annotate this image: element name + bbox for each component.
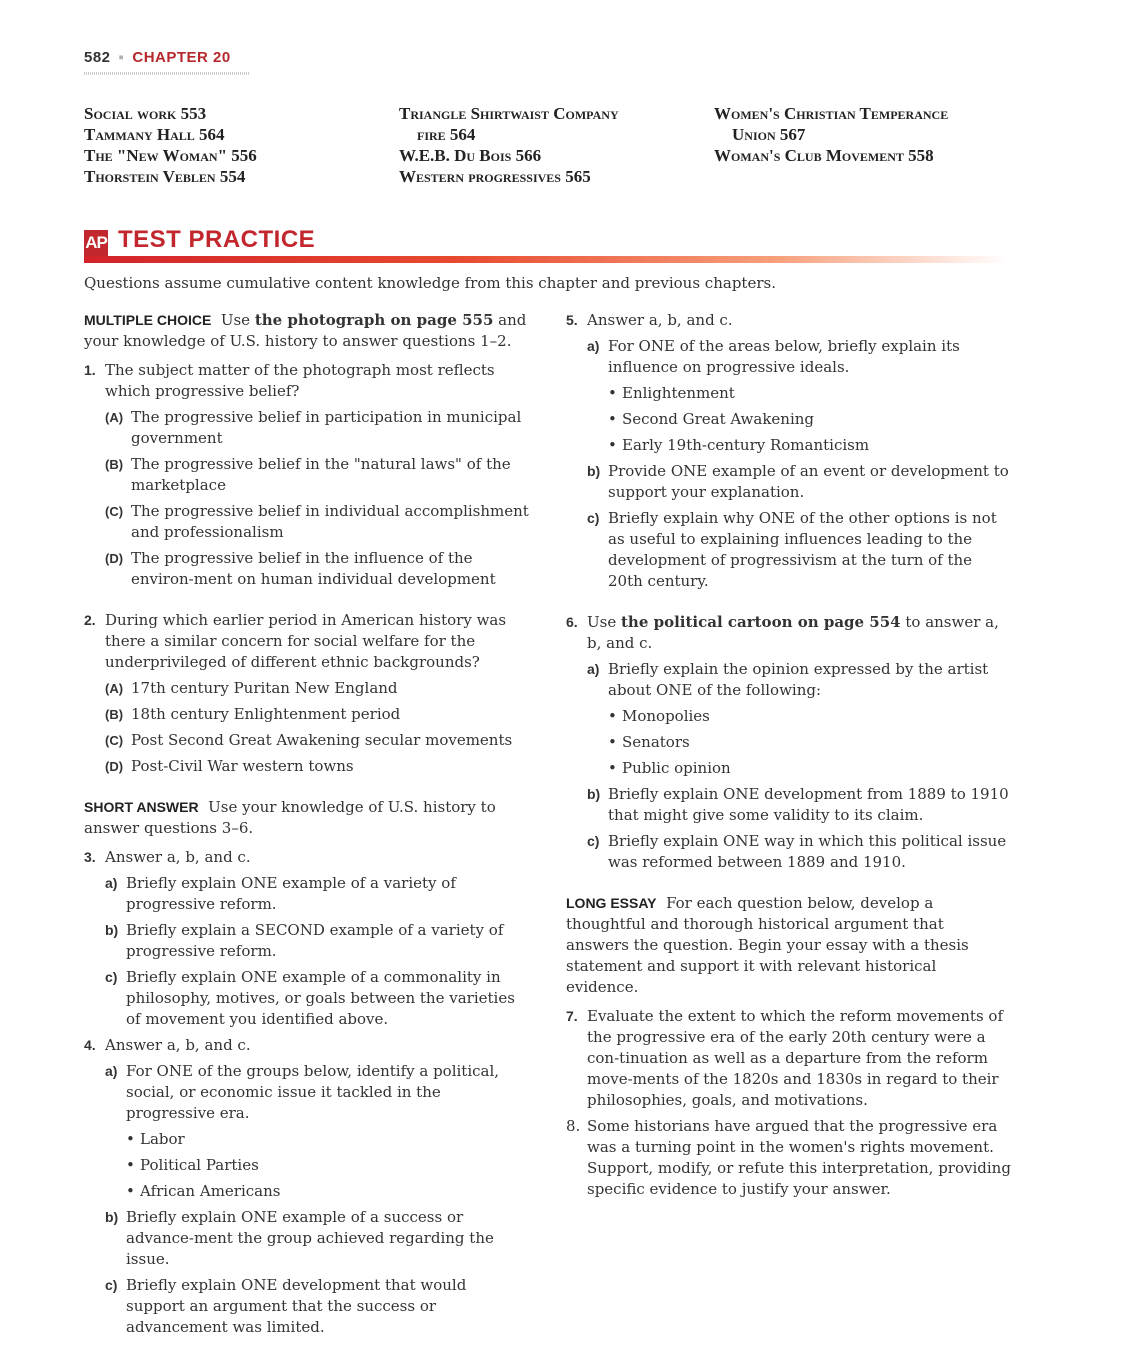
question-1: 1. The subject matter of the photograph most reflects which progressive belief? bbox=[84, 361, 495, 400]
bullet-item: • Senators bbox=[566, 732, 1011, 753]
key-term: Woman's Club Movement 558 bbox=[714, 146, 934, 165]
bullet-item: • Monopolies bbox=[566, 706, 1011, 727]
option-b: (B) The progressive belief in the "natural laws" of the marketplace bbox=[105, 455, 511, 494]
key-term: The "New Woman" 556 bbox=[84, 146, 257, 165]
part-a: a) For ONE of the groups below, identify a political, social, or economic issue it tackled in the progressive era. bbox=[105, 1062, 500, 1122]
bullet-item: • Political Parties bbox=[84, 1155, 529, 1176]
question-7: 7. Evaluate the extent to which the reform movements of the progressive era of the early 20th century were a con-tinuation as well as a departure from the reform move-ments of the 1820s and 1830s in regard to their philosophies, goals, and motivations. bbox=[566, 1007, 1003, 1109]
question-5: 5. Answer a, b, and c. bbox=[566, 311, 733, 329]
page-header bbox=[84, 49, 231, 66]
option-a: (A) 17th century Puritan New England bbox=[105, 679, 398, 697]
bullet-item: • Early 19th-century Romanticism bbox=[566, 435, 1011, 456]
left-column bbox=[84, 310, 529, 1338]
section-intro: Questions assume cumulative content knowledge from this chapter and previous chapters. bbox=[84, 274, 776, 292]
part-a: a) For ONE of the areas below, briefly explain its influence on progressive ideals. bbox=[587, 337, 960, 376]
le-heading: LONG ESSAY bbox=[566, 895, 657, 911]
question-4: 4. Answer a, b, and c. bbox=[84, 1036, 251, 1054]
mc-heading: MULTIPLE CHOICE bbox=[84, 312, 212, 328]
part-c: c) Briefly explain ONE way in which this political issue was reformed between 1889 and 1910. bbox=[587, 832, 1007, 871]
ap-badge: AP bbox=[84, 230, 108, 256]
part-b: b) Provide ONE example of an event or development to support your explanation. bbox=[587, 462, 1009, 501]
bullet-item: • Second Great Awakening bbox=[566, 409, 1011, 430]
part-c: c) Briefly explain ONE example of a commonality in philosophy, motives, or goals between the varieties of movement you identified above. bbox=[105, 968, 515, 1028]
part-a: a) Briefly explain ONE example of a variety of progressive reform. bbox=[105, 874, 456, 913]
section-rule bbox=[84, 256, 1009, 263]
question-3: 3. Answer a, b, and c. bbox=[84, 848, 251, 866]
sa-heading: SHORT ANSWER bbox=[84, 799, 199, 815]
right-column bbox=[566, 310, 1011, 1200]
option-c: (C) The progressive belief in individual accomplishment and professionalism bbox=[105, 502, 529, 541]
le-instructions: LONG ESSAY For each question below, develop a thoughtful and thorough historical argument that answers the question. Begin your essay with a thesis statement and support it with relevant historical evidence. bbox=[566, 894, 969, 996]
key-term: Western progressives 565 bbox=[399, 167, 591, 186]
key-term: fire 564 bbox=[417, 125, 476, 144]
separator-dot: ▪ bbox=[118, 49, 125, 66]
key-terms-col2 bbox=[399, 103, 619, 187]
header-rule bbox=[84, 72, 250, 75]
key-term: Triangle Shirtwaist Company bbox=[399, 104, 619, 123]
section-title: TEST PRACTICE bbox=[118, 226, 316, 253]
part-b: b) Briefly explain a SECOND example of a variety of progressive reform. bbox=[105, 921, 504, 960]
key-terms-col3 bbox=[714, 103, 948, 166]
question-text: The subject matter of the photograph most reflects which progressive belief? bbox=[105, 361, 495, 400]
option-b: (B) 18th century Enlightenment period bbox=[105, 705, 401, 723]
mc-instructions: MULTIPLE CHOICE Use the photograph on page 555 and your knowledge of U.S. history to answer questions 1–2. bbox=[84, 311, 527, 350]
bullet-item: • Labor bbox=[84, 1129, 529, 1150]
option-d: (D) Post-Civil War western towns bbox=[105, 757, 354, 775]
option-c: (C) Post Second Great Awakening secular movements bbox=[105, 731, 513, 749]
part-c: c) Briefly explain why ONE of the other options is not as useful to explaining influences leading to the development of progressivism at the turn of the 20th century. bbox=[587, 509, 997, 590]
bullet-item: • Public opinion bbox=[566, 758, 1011, 779]
part-a: a) Briefly explain the opinion expressed by the artist about ONE of the following: bbox=[587, 660, 989, 699]
key-term: Social work 553 bbox=[84, 104, 207, 123]
key-term: Union 567 bbox=[732, 125, 806, 144]
bullet-item: • Enlightenment bbox=[566, 383, 1011, 404]
option-a: (A) The progressive belief in participation in municipal government bbox=[105, 408, 522, 447]
question-6: 6. Use the political cartoon on page 554 to answer a, b, and c. bbox=[566, 613, 999, 652]
question-text: During which earlier period in American history was there a similar concern for social welfare for the underprivileged of different ethnic backgrounds? bbox=[105, 611, 507, 671]
key-term: Tammany Hall 564 bbox=[84, 125, 225, 144]
bullet-item: • African Americans bbox=[84, 1181, 529, 1202]
question-8: 8. Some historians have argued that the progressive era was a turning point in the women's rights movement. Support, modify, or refute this interpretation, providing specific evidence to justify your answer. bbox=[566, 1117, 1011, 1198]
part-c: c) Briefly explain ONE development that would support an argument that the success or advancement was limited. bbox=[105, 1276, 467, 1336]
question-2: 2. During which earlier period in American history was there a similar concern for social welfare for the underprivileged of different ethnic backgrounds? bbox=[84, 611, 507, 671]
key-terms-col1 bbox=[84, 103, 257, 187]
sa-instructions: SHORT ANSWER Use your knowledge of U.S. history to answer questions 3–6. bbox=[84, 798, 496, 837]
key-term: Women's Christian Temperance bbox=[714, 104, 949, 123]
chapter-label: CHAPTER 20 bbox=[132, 49, 231, 66]
page-number: 582 bbox=[84, 49, 111, 66]
option-d: (D) The progressive belief in the influence of the environ-ment on human individual development bbox=[105, 549, 496, 588]
part-b: b) Briefly explain ONE development from 1889 to 1910 that might give some validity to its claim. bbox=[587, 785, 1009, 824]
key-term: W.E.B. Du Bois 566 bbox=[399, 146, 542, 165]
part-b: b) Briefly explain ONE example of a success or advance-ment the group achieved regarding the issue. bbox=[105, 1208, 494, 1268]
key-term: Thorstein Veblen 554 bbox=[84, 167, 246, 186]
